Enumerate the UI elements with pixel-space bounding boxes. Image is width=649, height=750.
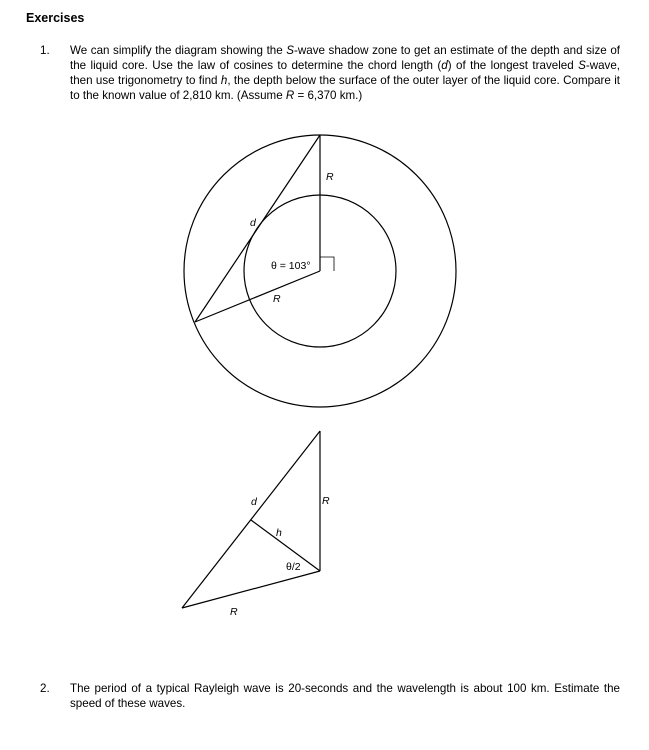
chord-d: [195, 135, 320, 322]
label-R-right: R: [322, 495, 330, 507]
label-h: h: [276, 527, 282, 539]
triangle-diagram: [182, 431, 320, 608]
side-R-bottom: [182, 571, 320, 608]
exercise-2-number: 2.: [40, 682, 50, 695]
label-R-bottom: R: [230, 606, 238, 618]
label-d-triangle: d: [251, 496, 257, 508]
label-R-top: R: [326, 171, 334, 183]
label-theta: θ = 103°: [271, 260, 311, 272]
side-d: [182, 431, 320, 608]
exercise-2-text: The period of a typical Rayleigh wave is 20-seconds and the wavelength is about 100 km. Estimate the speed of these waves.: [70, 682, 620, 710]
right-angle-marker: [320, 257, 334, 271]
label-half-theta: θ/2: [286, 561, 301, 573]
exercise-1-number: 1.: [40, 44, 50, 57]
section-heading: Exercises: [26, 11, 85, 25]
exercise-1-text: We can simplify the diagram showing the S-wave shadow zone to get an estimate of the depth and size of the liquid core. Use the law of cosines to determine the chord length (d) of the longest traveled S-wave, then use trigonometry to find h, the depth below the surface of the outer layer of the liquid core. Compare it to the known value of 2,810 km. (Assume R = 6,370 km.): [70, 44, 620, 102]
exercise-2: [40, 681, 620, 711]
earth-circle-diagram: [184, 135, 456, 407]
label-d-circle: d: [250, 217, 256, 229]
label-R-inner: R: [273, 293, 281, 305]
